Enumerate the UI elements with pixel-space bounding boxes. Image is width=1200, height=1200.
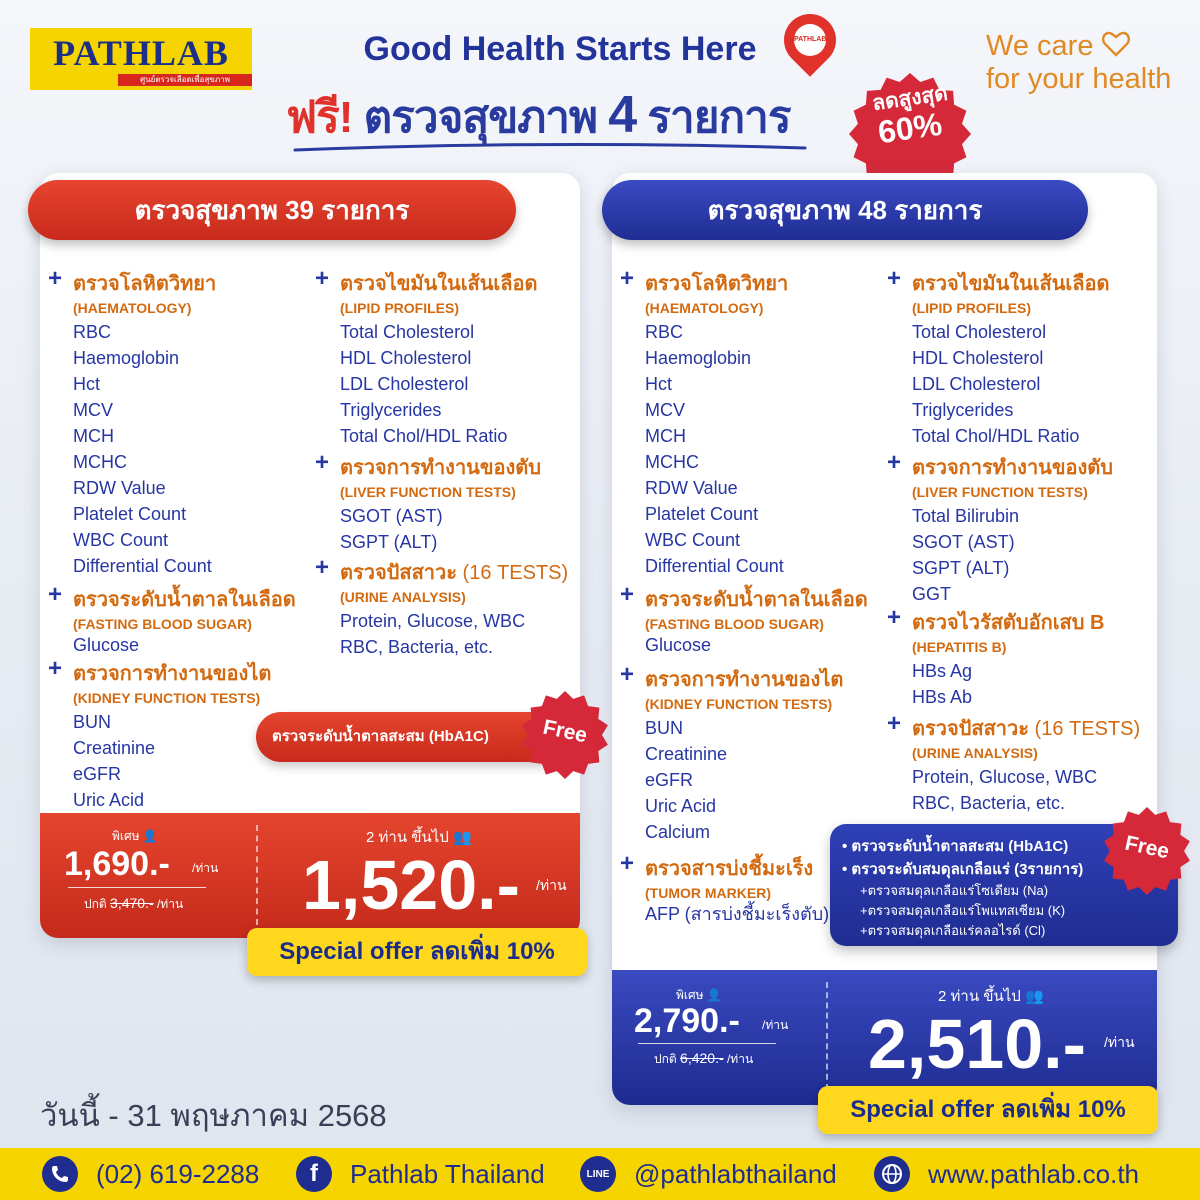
list-item: Hct	[645, 374, 672, 394]
plus-icon: +	[315, 449, 330, 476]
right-special-price: 2,790.-	[634, 1002, 740, 1040]
left-price-panel: พิเศษ 👤 1,690.- /ท่าน ปกติ 3,470.- /ท่าน 2 ท่าน ขึ้นไป 👥 1,520.- /ท่าน	[40, 813, 580, 938]
list-item: Triglycerides	[912, 400, 1014, 420]
list-item: SGPT (ALT)	[912, 558, 1010, 578]
person-icon: 👤	[706, 988, 722, 1002]
package-39-title: ตรวจสุขภาพ 39 รายการ	[28, 180, 516, 240]
list-item: Protein, Glucose, WBC	[912, 767, 1098, 787]
list-item: MCHC	[645, 452, 699, 472]
left-haematology: + ตรวจโลหิตวิทยา (HAEMATOLOGY) RBC Haemoglobin Hct MCV MCH MCHC RDW Value Platelet Count WBC Count Differential Count	[73, 267, 216, 579]
right-normal-price: 6,420.-	[680, 1050, 724, 1066]
left-normal-price: 3,470.-	[110, 895, 154, 911]
person-icon: 👤	[142, 829, 158, 843]
tagline: We care for your health	[986, 30, 1172, 95]
discount-value: 60%	[875, 105, 945, 151]
plus-icon: +	[887, 265, 902, 292]
globe-icon	[874, 1156, 910, 1192]
list-item: Uric Acid	[73, 790, 145, 810]
left-free-badge: Free	[520, 690, 610, 780]
list-item: Platelet Count	[73, 504, 187, 524]
footer-phone[interactable]: (02) 619-2288	[42, 1156, 259, 1192]
list-item: AFP (สารบ่งชี้มะเร็งตับ)	[645, 904, 830, 924]
right-group-price: 2,510.-	[868, 1005, 1086, 1083]
list-item: Creatinine	[645, 744, 728, 764]
list-item: SGPT (ALT)	[340, 532, 438, 552]
list-item: Creatinine	[73, 738, 156, 758]
list-item: RDW Value	[645, 478, 738, 498]
list-item: Hct	[73, 374, 100, 394]
plus-icon: +	[620, 661, 635, 688]
promo-date: วันนี้ - 31 พฤษภาคม 2568	[40, 1098, 387, 1133]
list-item: Differential Count	[645, 556, 784, 576]
list-item: Total Chol/HDL Ratio	[340, 426, 508, 446]
list-item: RBC	[73, 322, 112, 342]
list-item: MCH	[645, 426, 686, 446]
free-sub-item: +ตรวจสมดุลเกลือแร่คลอไรด์ (Cl)	[860, 923, 1046, 938]
phone-icon	[42, 1156, 78, 1192]
right-urine: + ตรวจปัสสาวะ (16 TESTS) (URINE ANALYSIS) Protein, Glucose, WBC RBC, Bacteria, etc.	[912, 712, 1140, 816]
plus-icon: +	[887, 449, 902, 476]
list-item: Total Cholesterol	[912, 322, 1047, 342]
group-icon: 👥	[453, 829, 472, 846]
list-item: Calcium	[645, 822, 711, 842]
right-special-offer: Special offer ลดเพิ่ม 10%	[818, 1086, 1158, 1134]
left-blood-sugar: + ตรวจระดับน้ำตาลในเลือด (FASTING BLOOD SUGAR) Glucose	[73, 583, 296, 658]
plus-icon: +	[620, 581, 635, 608]
list-item: Platelet Count	[645, 504, 759, 524]
free-sub-item: +ตรวจสมดุลเกลือแร่โพแทสเซียม (K)	[860, 903, 1066, 918]
left-liver: + ตรวจการทำงานของตับ (LIVER FUNCTION TESTS) SGOT (AST) SGPT (ALT)	[340, 451, 541, 555]
footer-bar	[0, 1148, 1200, 1200]
list-item: SGOT (AST)	[912, 532, 1015, 552]
headline: Good Health Starts Here	[363, 30, 757, 68]
list-item: WBC Count	[645, 530, 741, 550]
list-item: BUN	[73, 712, 112, 732]
list-item: HBs Ag	[912, 661, 973, 681]
left-lipid: + ตรวจไขมันในเส้นเลือด (LIPID PROFILES) Total Cholesterol HDL Cholesterol LDL Cholesterol Triglycerides Total Chol/HDL Ratio	[340, 267, 538, 449]
list-item: Triglycerides	[340, 400, 442, 420]
left-special-offer: Special offer ลดเพิ่ม 10%	[247, 928, 587, 976]
left-group-price: 1,520.-	[302, 846, 520, 924]
facebook-icon: f	[296, 1156, 332, 1192]
package-48-title: ตรวจสุขภาพ 48 รายการ	[602, 180, 1088, 240]
list-item: Haemoglobin	[73, 348, 180, 368]
plus-icon: +	[48, 581, 63, 608]
line-icon: LINE	[580, 1156, 616, 1192]
list-item: Total Cholesterol	[340, 322, 475, 342]
list-item: RBC, Bacteria, etc.	[912, 793, 1066, 813]
list-item: eGFR	[73, 764, 122, 784]
list-item: Protein, Glucose, WBC	[340, 611, 526, 631]
left-free-hba1c: ตรวจระดับน้ำตาลสะสม (HbA1C)	[256, 712, 572, 762]
list-item: MCH	[73, 426, 114, 446]
plus-icon: +	[48, 655, 63, 682]
free-checkup-title: ฟรี! ตรวจสุขภาพ 4 รายการ	[286, 86, 791, 144]
pathlab-logo	[30, 28, 252, 90]
free-item: • ตรวจระดับสมดุลเกลือแร่ (3รายการ)	[842, 861, 1084, 878]
list-item: SGOT (AST)	[340, 506, 443, 526]
right-free-badge: Free	[1102, 806, 1192, 896]
right-haematology: + ตรวจโลหิตวิทยา (HAEMATOLOGY) RBC Haemoglobin Hct MCV MCH MCHC RDW Value Platelet Count WBC Count Differential Count	[645, 267, 788, 579]
footer-line[interactable]: LINE @pathlabthailand	[580, 1156, 837, 1192]
list-item: Glucose	[645, 635, 712, 655]
right-liver: + ตรวจการทำงานของตับ (LIVER FUNCTION TESTS) Total Bilirubin SGOT (AST) SGPT (ALT) GGT	[912, 451, 1113, 607]
left-kidney: + ตรวจการทำงานของไต (KIDNEY FUNCTION TESTS) BUN Creatinine eGFR Uric Acid	[73, 657, 271, 813]
footer-website[interactable]: www.pathlab.co.th	[874, 1156, 1139, 1192]
logo-text: PATHLAB	[53, 33, 229, 73]
free-sub-item: +ตรวจสมดุลเกลือแร่โซเดียม (Na)	[860, 883, 1049, 898]
right-blood-sugar: + ตรวจระดับน้ำตาลในเลือด (FASTING BLOOD SUGAR) Glucose	[645, 583, 868, 658]
right-tumor-marker: + ตรวจสารบ่งชี้มะเร็ง (TUMOR MARKER) AFP (สารบ่งชี้มะเร็งตับ)	[645, 852, 829, 927]
list-item: RBC	[645, 322, 684, 342]
free-item: • ตรวจระดับน้ำตาลสะสม (HbA1C)	[842, 838, 1069, 855]
discount-label: ลดสูงสุด	[870, 81, 950, 116]
list-item: RDW Value	[73, 478, 166, 498]
right-price-panel: พิเศษ 👤 2,790.- /ท่าน ปกติ 6,420.- /ท่าน 2 ท่าน ขึ้นไป 👥 2,510.- /ท่าน	[612, 970, 1157, 1105]
location-pin-icon: PATHLAB	[773, 3, 847, 77]
list-item: MCV	[73, 400, 113, 420]
right-kidney: + ตรวจการทำงานของไต (KIDNEY FUNCTION TESTS) BUN Creatinine eGFR Uric Acid Calcium	[645, 663, 843, 845]
list-item: Uric Acid	[645, 796, 717, 816]
right-lipid: + ตรวจไขมันในเส้นเลือด (LIPID PROFILES) Total Cholesterol HDL Cholesterol LDL Cholesterol Triglycerides Total Chol/HDL Ratio	[912, 267, 1110, 449]
list-item: Total Chol/HDL Ratio	[912, 426, 1080, 446]
plus-icon: +	[620, 850, 635, 877]
left-special-price: 1,690.-	[64, 845, 170, 883]
list-item: HDL Cholesterol	[912, 348, 1044, 368]
list-item: Total Bilirubin	[912, 506, 1020, 526]
list-item: Haemoglobin	[645, 348, 752, 368]
list-item: HDL Cholesterol	[340, 348, 472, 368]
list-item: LDL Cholesterol	[340, 374, 469, 394]
list-item: LDL Cholesterol	[912, 374, 1041, 394]
footer-facebook[interactable]: f Pathlab Thailand	[296, 1156, 545, 1192]
list-item: WBC Count	[73, 530, 169, 550]
heart-icon	[1102, 31, 1130, 57]
list-item: GGT	[912, 584, 951, 604]
plus-icon: +	[620, 265, 635, 292]
list-item: MCV	[645, 400, 685, 420]
list-item: MCHC	[73, 452, 127, 472]
list-item: BUN	[645, 718, 684, 738]
list-item: Glucose	[73, 635, 140, 655]
right-hepatitis-b: + ตรวจไวรัสตับอักเสบ B (HEPATITIS B) HBs Ag HBs Ab	[912, 606, 1104, 710]
group-icon: 👥	[1025, 988, 1044, 1005]
left-urine: + ตรวจปัสสาวะ (16 TESTS) (URINE ANALYSIS) Protein, Glucose, WBC RBC, Bacteria, etc.	[340, 556, 568, 660]
title-underline	[290, 140, 810, 154]
list-item: HBs Ab	[912, 687, 973, 707]
list-item: Differential Count	[73, 556, 212, 576]
list-item: RBC, Bacteria, etc.	[340, 637, 494, 657]
plus-icon: +	[315, 554, 330, 581]
list-item: eGFR	[645, 770, 694, 790]
plus-icon: +	[315, 265, 330, 292]
plus-icon: +	[887, 710, 902, 737]
plus-icon: +	[887, 604, 902, 631]
plus-icon: +	[48, 265, 63, 292]
logo-tagline: ศูนย์ตรวจเลือดเพื่อสุขภาพ	[118, 74, 252, 86]
